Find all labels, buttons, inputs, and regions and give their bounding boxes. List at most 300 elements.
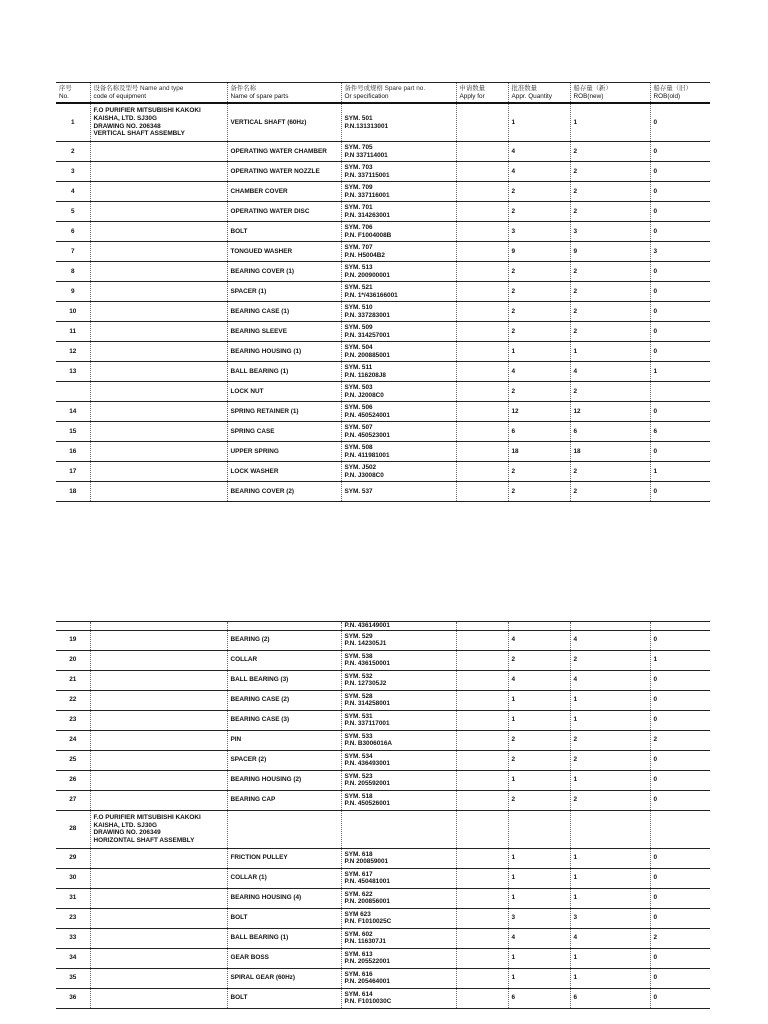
cell-part-name: BOLT [227, 222, 341, 242]
cell-equipment [90, 382, 227, 402]
table-row [56, 888, 710, 908]
spec-line: P.N. 116307J1 [344, 938, 386, 946]
table-row [56, 462, 710, 482]
cell-part-name: BALL BEARING (3) [227, 670, 341, 690]
cell-appr-quantity: 2 [508, 462, 570, 482]
cell-no: 22 [56, 690, 90, 710]
cell-apply [456, 422, 508, 442]
spec-line: P.N. 411981001 [344, 451, 390, 459]
cell-appr-quantity: 4 [508, 142, 570, 162]
cell-part-name: BEARING CASE (3) [227, 710, 341, 730]
spec-line: P.N. 450523001 [344, 431, 390, 439]
table-row [56, 928, 710, 948]
cell-appr-quantity: 12 [508, 402, 570, 422]
cell-apply [456, 948, 508, 968]
cell-apply [456, 888, 508, 908]
cell-spec [341, 182, 456, 202]
cell-apply [456, 402, 508, 422]
cell-equipment [90, 282, 227, 302]
cell-part-name: VERTICAL SHAFT (60Hz) [227, 103, 341, 142]
table-row [56, 282, 710, 302]
cell-equipment [90, 888, 227, 908]
cell-apply [456, 162, 508, 182]
cell-apply [456, 670, 508, 690]
cell-no [56, 382, 90, 402]
cell-spec [341, 750, 456, 770]
cell-equipment [90, 988, 227, 1008]
cell-part-name: LOCK WASHER [227, 462, 341, 482]
cell-no: 25 [56, 750, 90, 770]
cell-rob-new: 4 [570, 928, 650, 948]
cell-apply [456, 630, 508, 650]
cell-rob-new [570, 810, 650, 848]
table-row [56, 790, 710, 810]
cell-no: 12 [56, 342, 90, 362]
header-spec: 备件号或规格 Spare part no. Or specification [341, 83, 456, 104]
cell-no: 11 [56, 322, 90, 342]
cell-spec [341, 988, 456, 1008]
table-row [56, 322, 710, 342]
cell-spec [341, 868, 456, 888]
cell-appr-quantity: 1 [508, 868, 570, 888]
header-apply: 申请数量 Apply for [456, 83, 508, 104]
cell-rob-new: 4 [570, 630, 650, 650]
cell-apply [456, 482, 508, 502]
cell-part-name: OPERATING WATER CHAMBER [227, 142, 341, 162]
table-row [56, 162, 710, 182]
table-row [56, 342, 710, 362]
cell-equipment [90, 262, 227, 282]
spec-line: SYM. 701 [344, 203, 373, 211]
cell-no: 29 [56, 848, 90, 868]
cell-appr-quantity: 9 [508, 242, 570, 262]
cell-apply [456, 848, 508, 868]
cell-part-name: BOLT [227, 988, 341, 1008]
cell-apply [456, 750, 508, 770]
spec-line: SYM. 504 [344, 343, 373, 351]
header-part-name: 备件名称 Name of spare parts [227, 83, 341, 104]
cell-equipment [90, 690, 227, 710]
spec-line: SYM. 501 [344, 114, 373, 122]
spec-line: SYM. 528 [344, 692, 373, 700]
cell-spec [341, 908, 456, 928]
cell-part-name: BALL BEARING (1) [227, 362, 341, 382]
cell-appr-quantity [508, 810, 570, 848]
cell-rob-old: 1 [650, 362, 710, 382]
spec-line: P.N. 200885001 [344, 351, 390, 359]
cell-spec [341, 462, 456, 482]
cell-appr-quantity: 4 [508, 928, 570, 948]
cell-equipment [90, 750, 227, 770]
spec-line: SYM 623 [344, 910, 371, 918]
cell-appr-quantity: 4 [508, 630, 570, 650]
table-row [56, 262, 710, 282]
equipment-line: VERTICAL SHAFT ASSEMBLY [93, 130, 185, 138]
spec-line: SYM. 532 [344, 672, 373, 680]
cell-equipment [90, 670, 227, 690]
spec-line: P.N. J2008C0 [344, 391, 384, 399]
spec-line: P.N 337114001 [344, 151, 388, 159]
cell-part-name: BOLT [227, 908, 341, 928]
cell-part-name: FRICTION PULLEY [227, 848, 341, 868]
cell-no: 34 [56, 948, 90, 968]
cell-rob-new: 4 [570, 670, 650, 690]
cell-equipment [90, 848, 227, 868]
cell-rob-old: 2 [650, 730, 710, 750]
cell-no: 18 [56, 482, 90, 502]
cell-appr-quantity: 2 [508, 750, 570, 770]
cell-no: 31 [56, 888, 90, 908]
cell-part-name: BEARING HOUSING (1) [227, 342, 341, 362]
cell-apply [456, 262, 508, 282]
cell-equipment [90, 630, 227, 650]
cell-apply [456, 908, 508, 928]
table-row [56, 770, 710, 790]
cell-spec [341, 770, 456, 790]
cell-rob-old: 0 [650, 790, 710, 810]
spec-line: SYM. 518 [344, 792, 373, 800]
cell-appr-quantity: 18 [508, 442, 570, 462]
cell-no: 35 [56, 968, 90, 988]
cell-apply [456, 222, 508, 242]
spec-line: SYM. 602 [344, 930, 373, 938]
cell-part-name: UPPER SPRING [227, 442, 341, 462]
cell-rob-old: 0 [650, 302, 710, 322]
cell-rob-new: 3 [570, 908, 650, 928]
cell-rob-old: 0 [650, 103, 710, 142]
cell-rob-new: 2 [570, 462, 650, 482]
table-row [56, 182, 710, 202]
cell-equipment [90, 622, 227, 631]
spec-line: SYM. 509 [344, 323, 373, 331]
cell-equipment [90, 362, 227, 382]
cell-rob-old: 0 [650, 750, 710, 770]
cell-rob-old: 0 [650, 710, 710, 730]
equipment-line: DRAWING NO. 206349 [93, 829, 161, 837]
table-row [56, 382, 710, 402]
cell-rob-new: 2 [570, 790, 650, 810]
cell-rob-new: 2 [570, 650, 650, 670]
spec-line: P.N. 450524001 [344, 411, 390, 419]
spec-line: SYM. 531 [344, 712, 373, 720]
cell-equipment [90, 710, 227, 730]
spec-line: SYM. 503 [344, 383, 373, 391]
cell-no: 36 [56, 988, 90, 1008]
cell-rob-new: 1 [570, 868, 650, 888]
cell-apply [456, 302, 508, 322]
table-row [56, 142, 710, 162]
spec-line: P.N. 436150001 [344, 660, 390, 668]
cell-no: 26 [56, 770, 90, 790]
equipment-line: KAISHA, LTD. SJ30G [93, 821, 157, 829]
cell-spec [341, 202, 456, 222]
table-row [56, 630, 710, 650]
cell-rob-new: 2 [570, 482, 650, 502]
cell-part-name: OPERATING WATER NOZZLE [227, 162, 341, 182]
cell-appr-quantity: 1 [508, 888, 570, 908]
spec-line: P.N. B3006016A [344, 740, 392, 748]
cell-no: 15 [56, 422, 90, 442]
cell-rob-old: 0 [650, 630, 710, 650]
page-1 [56, 82, 710, 502]
cell-rob-old: 0 [650, 182, 710, 202]
cell-rob-old: 0 [650, 868, 710, 888]
cell-apply [456, 650, 508, 670]
cell-no: 8 [56, 262, 90, 282]
cell-spec [341, 948, 456, 968]
cell-equipment [90, 422, 227, 442]
spec-line: SYM. 508 [344, 443, 373, 451]
cell-appr-quantity: 2 [508, 202, 570, 222]
cell-no: 13 [56, 362, 90, 382]
cell-spec [341, 103, 456, 142]
cell-equipment [90, 868, 227, 888]
cell-rob-old: 0 [650, 482, 710, 502]
cell-part-name [227, 622, 341, 631]
cell-rob-new: 1 [570, 342, 650, 362]
cell-rob-new: 2 [570, 182, 650, 202]
cell-rob-old: 0 [650, 222, 710, 242]
cell-no: 2 [56, 142, 90, 162]
spec-line: SYM. 538 [344, 652, 373, 660]
cell-no: 24 [56, 730, 90, 750]
cell-part-name: BALL BEARING (1) [227, 928, 341, 948]
cell-equipment [90, 968, 227, 988]
cell-appr-quantity: 2 [508, 650, 570, 670]
spec-line: P.N. 205464001 [344, 978, 390, 986]
cell-rob-new: 4 [570, 362, 650, 382]
cell-no [56, 622, 90, 631]
table-row [56, 868, 710, 888]
cell-appr-quantity: 4 [508, 670, 570, 690]
cell-rob-new: 2 [570, 162, 650, 182]
cell-spec [341, 810, 456, 848]
cell-apply [456, 710, 508, 730]
cell-no: 30 [56, 868, 90, 888]
cell-appr-quantity: 2 [508, 382, 570, 402]
cell-equipment [90, 142, 227, 162]
equipment-line: KAISHA, LTD. SJ30G [93, 114, 157, 122]
cell-rob-old: 0 [650, 442, 710, 462]
equipment-line: F.O PURIFIER MITSUBISHI KAKOKI [93, 107, 201, 115]
cell-rob-old: 0 [650, 142, 710, 162]
cell-part-name: CHAMBER COVER [227, 182, 341, 202]
cell-no: 27 [56, 790, 90, 810]
table-row [56, 908, 710, 928]
cell-apply [456, 988, 508, 1008]
cell-equipment [90, 928, 227, 948]
cell-appr-quantity: 1 [508, 690, 570, 710]
cell-part-name: BEARING HOUSING (4) [227, 888, 341, 908]
spare-parts-table-page-2 [56, 621, 710, 1009]
cell-rob-new: 1 [570, 710, 650, 730]
spec-line: P.N. 142305J1 [344, 640, 387, 648]
cell-part-name: SPACER (1) [227, 282, 341, 302]
cell-appr-quantity: 3 [508, 222, 570, 242]
cell-rob-old: 0 [650, 848, 710, 868]
cell-rob-old: 0 [650, 322, 710, 342]
cell-appr-quantity: 2 [508, 182, 570, 202]
table-row [56, 730, 710, 750]
cell-appr-quantity: 6 [508, 988, 570, 1008]
cell-no: 20 [56, 650, 90, 670]
spec-line: SYM. 706 [344, 223, 373, 231]
cell-equipment [90, 462, 227, 482]
cell-rob-old [650, 622, 710, 631]
spec-line: P.N. 314258001 [344, 700, 390, 708]
spec-line: SYM. 707 [344, 243, 373, 251]
cell-appr-quantity: 1 [508, 770, 570, 790]
spec-line: SYM. 507 [344, 423, 373, 431]
cell-apply [456, 622, 508, 631]
cell-equipment [90, 242, 227, 262]
cell-appr-quantity: 2 [508, 730, 570, 750]
cell-rob-new: 1 [570, 948, 650, 968]
cell-rob-new: 6 [570, 988, 650, 1008]
spec-line: P.N 200859001 [344, 858, 389, 866]
table-row [56, 422, 710, 442]
table-row [56, 482, 710, 502]
spec-line: SYM. 523 [344, 772, 373, 780]
cell-part-name: BEARING CASE (2) [227, 690, 341, 710]
cell-no: 6 [56, 222, 90, 242]
cell-equipment [90, 103, 227, 142]
cell-apply [456, 928, 508, 948]
cell-spec [341, 322, 456, 342]
cell-part-name: SPIRAL GEAR (60Hz) [227, 968, 341, 988]
cell-rob-old: 0 [650, 262, 710, 282]
cell-apply [456, 322, 508, 342]
cell-spec [341, 302, 456, 322]
cell-part-name: BEARING (2) [227, 630, 341, 650]
spec-line: P.N. 337117001 [344, 720, 390, 728]
cell-apply [456, 968, 508, 988]
cell-rob-old [650, 382, 710, 402]
cell-appr-quantity: 1 [508, 103, 570, 142]
cell-part-name: COLLAR [227, 650, 341, 670]
cell-appr-quantity: 2 [508, 790, 570, 810]
table-header-row [56, 83, 710, 104]
table-row [56, 710, 710, 730]
cell-rob-old: 0 [650, 670, 710, 690]
cell-rob-new: 2 [570, 202, 650, 222]
spec-line: SYM. 705 [344, 143, 373, 151]
cell-apply [456, 690, 508, 710]
cell-appr-quantity: 1 [508, 968, 570, 988]
table-row [56, 442, 710, 462]
header-rob-new: 船存量（新） ROB(new) [570, 83, 650, 104]
spec-line: P.N. F1004008B [344, 231, 392, 239]
cell-no: 21 [56, 670, 90, 690]
cell-no: 7 [56, 242, 90, 262]
cell-equipment [90, 442, 227, 462]
cell-apply [456, 362, 508, 382]
table-row [56, 103, 710, 142]
spec-line: P.N. 450526001 [344, 800, 390, 808]
spec-line: SYM. 537 [344, 487, 373, 495]
table-row [56, 302, 710, 322]
cell-spec [341, 730, 456, 750]
cell-spec [341, 928, 456, 948]
cell-apply [456, 182, 508, 202]
table-row [56, 670, 710, 690]
cell-part-name: BEARING CASE (1) [227, 302, 341, 322]
cell-equipment [90, 342, 227, 362]
cell-spec [341, 362, 456, 382]
cell-part-name: BEARING COVER (2) [227, 482, 341, 502]
table-row [56, 402, 710, 422]
table-row [56, 362, 710, 382]
cell-equipment [90, 182, 227, 202]
spec-line: SYM. 510 [344, 303, 373, 311]
cell-rob-old: 0 [650, 888, 710, 908]
spec-line: P.N. 205522001 [344, 958, 390, 966]
cell-rob-old: 1 [650, 462, 710, 482]
cell-rob-new: 1 [570, 103, 650, 142]
cell-equipment [90, 650, 227, 670]
cell-no: 9 [56, 282, 90, 302]
cell-apply [456, 442, 508, 462]
cell-no: 3 [56, 162, 90, 182]
table-row [56, 948, 710, 968]
cell-apply [456, 242, 508, 262]
cell-part-name: GEAR BOSS [227, 948, 341, 968]
cell-rob-old: 0 [650, 988, 710, 1008]
cell-part-name: SPRING CASE [227, 422, 341, 442]
cell-spec: P.N. 436149001 [341, 622, 456, 631]
cell-apply [456, 142, 508, 162]
cell-part-name [227, 810, 341, 848]
cell-rob-old: 2 [650, 928, 710, 948]
cell-rob-new: 2 [570, 750, 650, 770]
cell-rob-new: 1 [570, 770, 650, 790]
cell-rob-old: 0 [650, 968, 710, 988]
cell-no: 5 [56, 202, 90, 222]
cell-rob-new: 2 [570, 382, 650, 402]
cell-apply [456, 103, 508, 142]
cell-appr-quantity: 1 [508, 342, 570, 362]
cell-appr-quantity: 4 [508, 162, 570, 182]
cell-apply [456, 462, 508, 482]
cell-spec [341, 650, 456, 670]
cell-equipment [90, 948, 227, 968]
spec-line: SYM. 614 [344, 990, 373, 998]
cell-equipment [90, 790, 227, 810]
cell-part-name: BEARING COVER (1) [227, 262, 341, 282]
spec-line: P.N. 337115001 [344, 171, 390, 179]
spec-line: P.N. 116208J8 [344, 371, 386, 379]
cell-appr-quantity: 2 [508, 262, 570, 282]
table-row [56, 222, 710, 242]
cell-part-name: LOCK NUT [227, 382, 341, 402]
spec-line: P.N. 205592001 [344, 780, 390, 788]
table-row [56, 202, 710, 222]
cell-rob-new: 2 [570, 302, 650, 322]
cell-spec [341, 222, 456, 242]
cell-spec [341, 262, 456, 282]
cell-equipment [90, 202, 227, 222]
cell-no: 17 [56, 462, 90, 482]
cell-rob-old: 3 [650, 242, 710, 262]
cell-rob-new: 2 [570, 262, 650, 282]
cell-part-name: SPRING RETAINER (1) [227, 402, 341, 422]
spec-line: SYM. 617 [344, 870, 373, 878]
spec-line: SYM. 513 [344, 263, 373, 271]
cell-equipment [90, 222, 227, 242]
cell-part-name: PIN [227, 730, 341, 750]
cell-rob-new: 6 [570, 422, 650, 442]
cell-appr-quantity: 2 [508, 302, 570, 322]
